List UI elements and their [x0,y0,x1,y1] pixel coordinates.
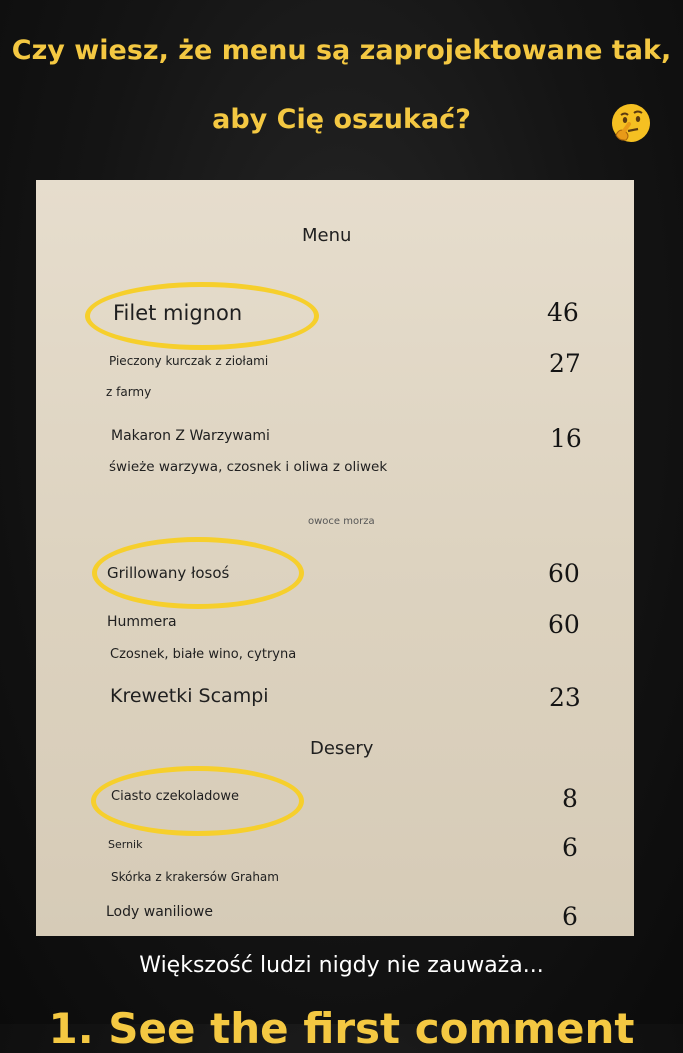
item-desc-sernik: Skórka z krakersów Graham [111,870,279,884]
item-name-krewetki: Krewetki Scampi [110,685,269,707]
item-price-losos: 60 [548,559,580,588]
item-price-makaron: 16 [550,424,582,453]
headline-line-1: Czy wiesz, że menu są zaprojektowane tak, [11,35,672,66]
item-name-hummera: Hummera [107,614,177,630]
headline-line-2: aby Cię oszukać? [212,104,471,135]
bottom-caption: Większość ludzi nigdy nie zauważa... [139,953,544,978]
item-price-kurczak: 27 [549,349,581,378]
item-name-ciasto: Ciasto czekoladowe [111,789,240,804]
item-price-sernik: 6 [562,833,578,862]
item-name-kurczak: Pieczony kurczak z ziołami [109,354,269,368]
item-desc-makaron: świeże warzywa, czosnek i oliwa z oliwek [109,459,388,475]
item-price-lody: 6 [562,902,578,931]
item-price-ciasto: 8 [562,784,578,813]
item-name-lody: Lody waniliowe [106,904,213,920]
menu-card [36,180,634,936]
item-price-filet-mignon: 46 [547,298,579,327]
item-name-losos: Grillowany łosoś [107,564,230,582]
thinking-face-icon [610,102,652,144]
item-desc-hummera: Czosnek, białe wino, cytryna [110,647,297,662]
section-label-owoce-morza: owoce morza [308,516,375,527]
item-name-kurczak-cont: z farmy [106,385,152,399]
item-price-krewetki: 23 [549,683,581,712]
desserts-title: Desery [310,738,374,759]
item-name-makaron: Makaron Z Warzywami [111,428,270,444]
cut-off-caption: 1. See the first comment [48,1004,635,1053]
item-name-sernik: Sernik [108,838,143,851]
menu-title: Menu [302,225,352,246]
item-price-hummera: 60 [548,610,580,639]
item-name-filet-mignon: Filet mignon [113,301,243,325]
